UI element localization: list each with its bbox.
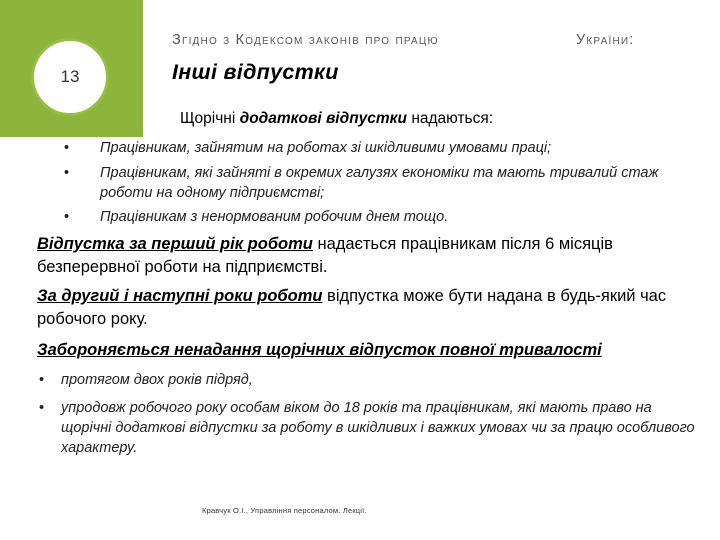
intro-emphasis: додаткові відпустки [239,110,408,127]
intro-suffix: надаються: [407,110,494,127]
header-kicker [172,32,692,54]
list-item [64,138,702,158]
slide-header [172,32,692,85]
subsequent-years-emphasis: За другий і наступні роки роботи [37,287,323,305]
first-year-paragraph [37,233,702,279]
bullet-icon: • [39,372,45,388]
intro-line [37,108,702,130]
list-item [37,398,702,458]
first-year-text: надається працівникам після 6 місяців безперервної роботи на підприємстві. [37,235,613,276]
list-item-text: Працівникам, які зайняті в окремих галузях економіки та мають тривалий стаж роботи на одному підприємстві; [100,165,659,201]
header-kicker-right: України: [576,32,635,48]
bullet-icon: • [64,140,70,156]
bullet-icon: • [64,165,70,181]
list-item-text: Працівникам, зайнятим на роботах зі шкідливими умовами праці; [100,140,552,156]
footer-credit: Кравчук О.І., Управління персоналом. Лекції. [202,506,367,515]
bullet-icon: • [39,400,45,416]
prohibition-heading: Забороняється ненадання щорічних відпусток повної тривалості [37,341,602,359]
subsequent-years-text: відпустка може бути надана в будь-який час робочого року. [37,287,667,328]
header-kicker-left: Згідно з Кодексом законів про працю [172,32,439,48]
list-item-text: протягом двох років підряд, [61,372,253,388]
slide-title: Інші відпустки [172,60,339,84]
list-item [64,163,702,203]
slide-number: 13 [60,67,80,86]
list-item [64,207,702,227]
bullet-icon: • [64,209,70,225]
list-item-text: упродовж робочого року особам віком до 18 років та працівникам, які мають право на щорічні додаткові відпустки за роботу в шкідливих і важких умовах чи за працю особливого характеру. [61,400,695,456]
intro-prefix: Щорічні [180,110,240,127]
list-item-text: Працівникам з ненормованим робочим днем тощо. [100,209,449,225]
prohibition-list [37,370,702,458]
first-year-emphasis: Відпустка за перший рік роботи [37,235,313,253]
additional-leave-list [64,138,702,227]
slide-content [37,108,702,466]
list-item [37,370,702,390]
slide-number-badge [31,38,109,116]
subsequent-years-paragraph [37,285,702,331]
